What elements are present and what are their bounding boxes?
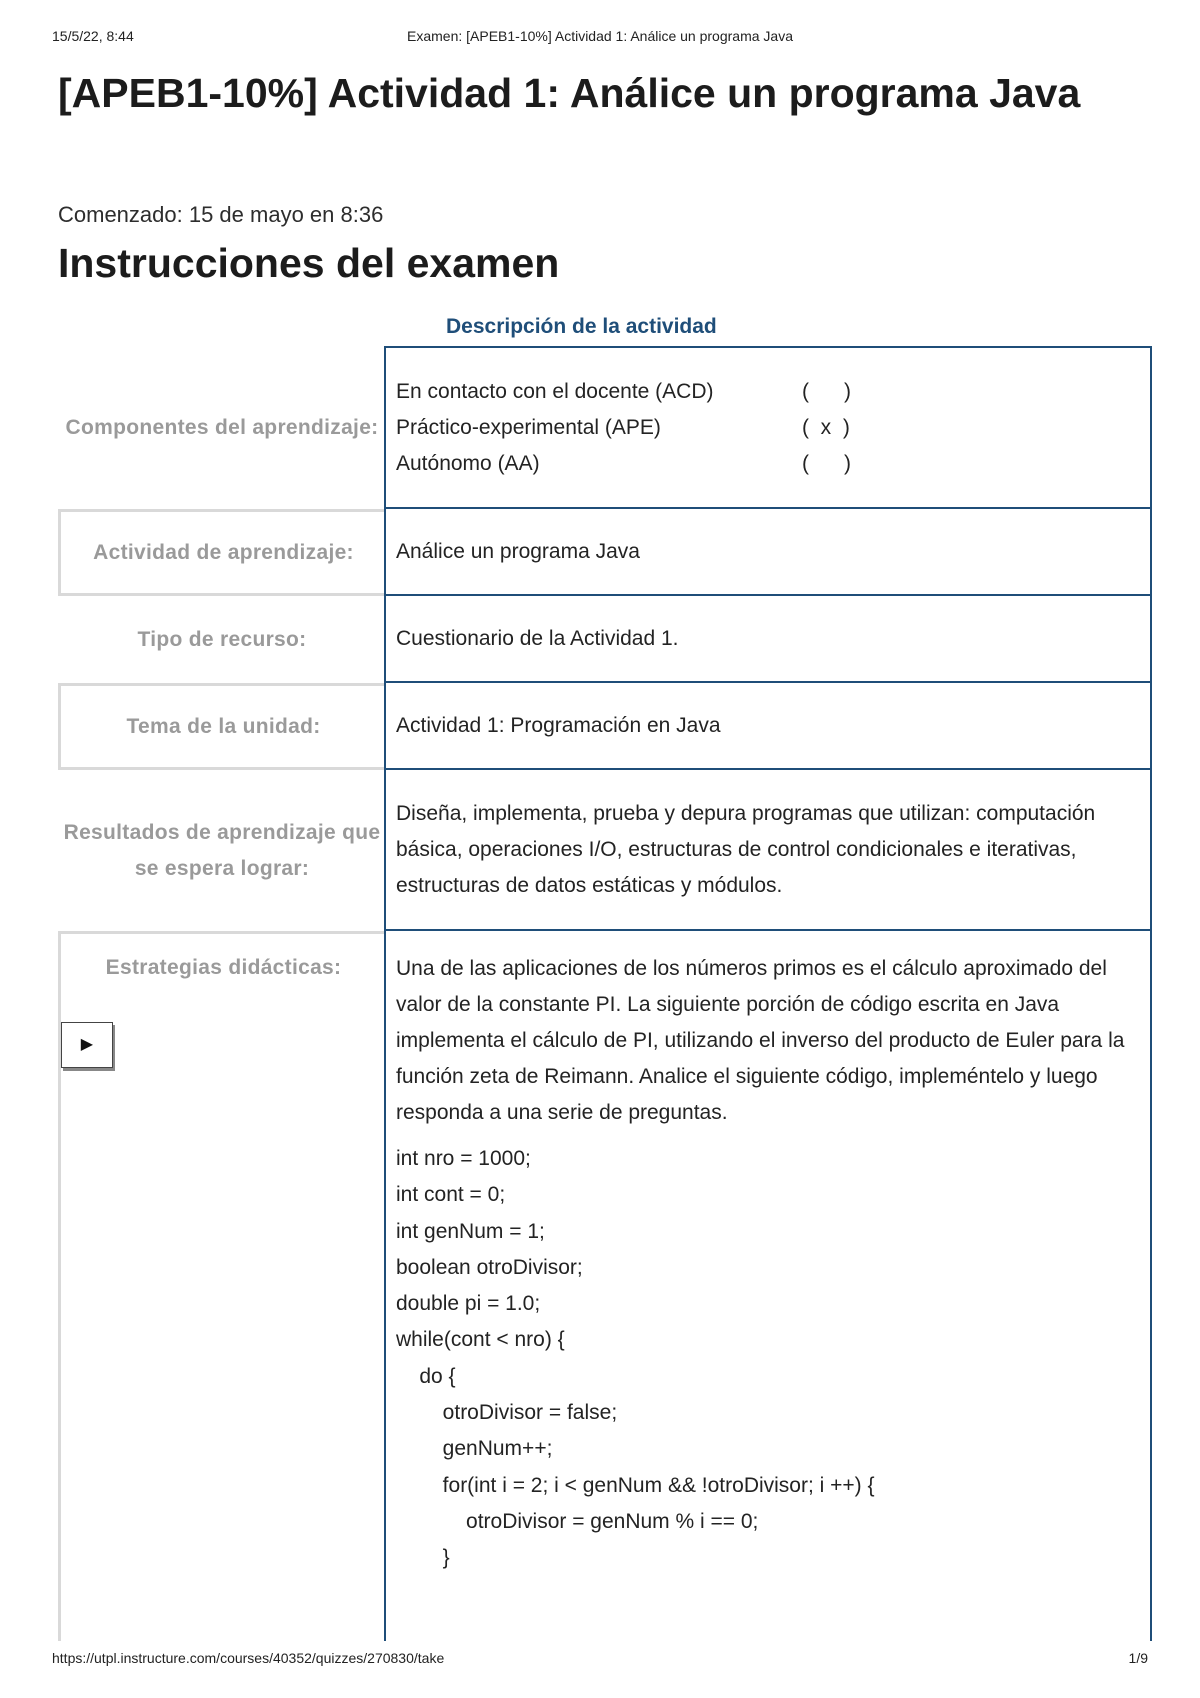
code-line: int genNum = 1;	[396, 1219, 545, 1243]
cell-outcomes: Diseña, implementa, prueba y depura programas que utilizan: computación básica, operaciones I/O, estructuras de control condicionales e iterativas, estructuras de datos estáticas y módulos.	[384, 770, 1152, 931]
row-activity	[58, 509, 1152, 596]
row-strategies	[58, 931, 1152, 1641]
code-line: while(cont < nro) {	[396, 1328, 565, 1352]
strategies-paragraph: Una de las aplicaciones de los números primos es el cálculo aproximado del valor de la constante PI. La siguiente porción de código escrita en Java implementa el cálculo de PI, utilizando el inverso del producto de Euler para la función zeta de Reimann. Analice el siguiente código, impleméntelo y luego responda a una serie de preguntas.	[396, 957, 1125, 1124]
code-line: otroDivisor = false;	[396, 1401, 618, 1425]
component-aa	[396, 446, 1140, 482]
started-timestamp: Comenzado: 15 de mayo en 8:36	[58, 202, 384, 227]
play-button[interactable]	[61, 1022, 113, 1068]
code-line: genNum++;	[396, 1437, 553, 1461]
code-line: }	[396, 1546, 450, 1570]
cell-resource: Cuestionario de la Actividad 1.	[384, 596, 1152, 683]
component-mark: ( )	[802, 379, 851, 403]
component-name: Práctico-experimental (APE)	[396, 415, 661, 439]
instructions-heading: Instrucciones del examen	[58, 240, 560, 286]
cell-activity: Análice un programa Java	[384, 509, 1152, 596]
page-title: [APEB1-10%] Actividad 1: Análice un programa Java	[58, 70, 1081, 116]
page-number: 1/9	[1128, 1650, 1148, 1666]
label-strategies-text: Estrategias didácticas:	[105, 956, 342, 979]
row-resource	[58, 596, 1152, 683]
code-line: for(int i = 2; i < genNum && !otroDivisor; i ++) {	[396, 1473, 875, 1497]
code-line: do {	[396, 1364, 456, 1388]
cell-strategies	[384, 931, 1152, 1641]
label-strategies	[58, 931, 386, 1641]
row-outcomes	[58, 770, 1152, 931]
print-header	[52, 28, 1148, 48]
label-resource: Tipo de recurso:	[137, 627, 307, 651]
code-line: double pi = 1.0;	[396, 1292, 541, 1316]
code-block	[396, 1141, 1140, 1577]
label-outcomes: Resultados de aprendizaje que se espera lograr:	[63, 820, 381, 880]
code-line: otroDivisor = genNum % i == 0;	[396, 1509, 759, 1533]
page-url: https://utpl.instructure.com/courses/40352/quizzes/270830/take	[52, 1650, 445, 1666]
cell-components	[384, 346, 1152, 509]
cell-unit: Actividad 1: Programación en Java	[384, 683, 1152, 770]
component-acd	[396, 374, 1140, 410]
label-unit: Tema de la unidad:	[58, 683, 386, 770]
row-components	[58, 346, 1152, 509]
code-line: boolean otroDivisor;	[396, 1255, 583, 1279]
code-line: int cont = 0;	[396, 1183, 506, 1207]
label-components: Componentes del aprendizaje:	[65, 415, 379, 439]
component-ape	[396, 410, 1140, 446]
component-name: En contacto con el docente (ACD)	[396, 379, 714, 403]
label-activity: Actividad de aprendizaje:	[58, 509, 386, 596]
print-date: 15/5/22, 8:44	[52, 28, 134, 44]
print-footer	[52, 1650, 1148, 1670]
row-unit	[58, 683, 1152, 770]
component-mark: ( )	[802, 451, 851, 475]
code-line: int nro = 1000;	[396, 1147, 531, 1170]
table-caption: Descripción de la actividad	[446, 315, 717, 338]
component-name: Autónomo (AA)	[396, 451, 540, 475]
play-triangle-icon: ▶	[80, 1036, 94, 1053]
print-doc-title: Examen: [APEB1-10%] Actividad 1: Análice un programa Java	[407, 28, 793, 44]
component-mark: ( x )	[802, 415, 850, 439]
